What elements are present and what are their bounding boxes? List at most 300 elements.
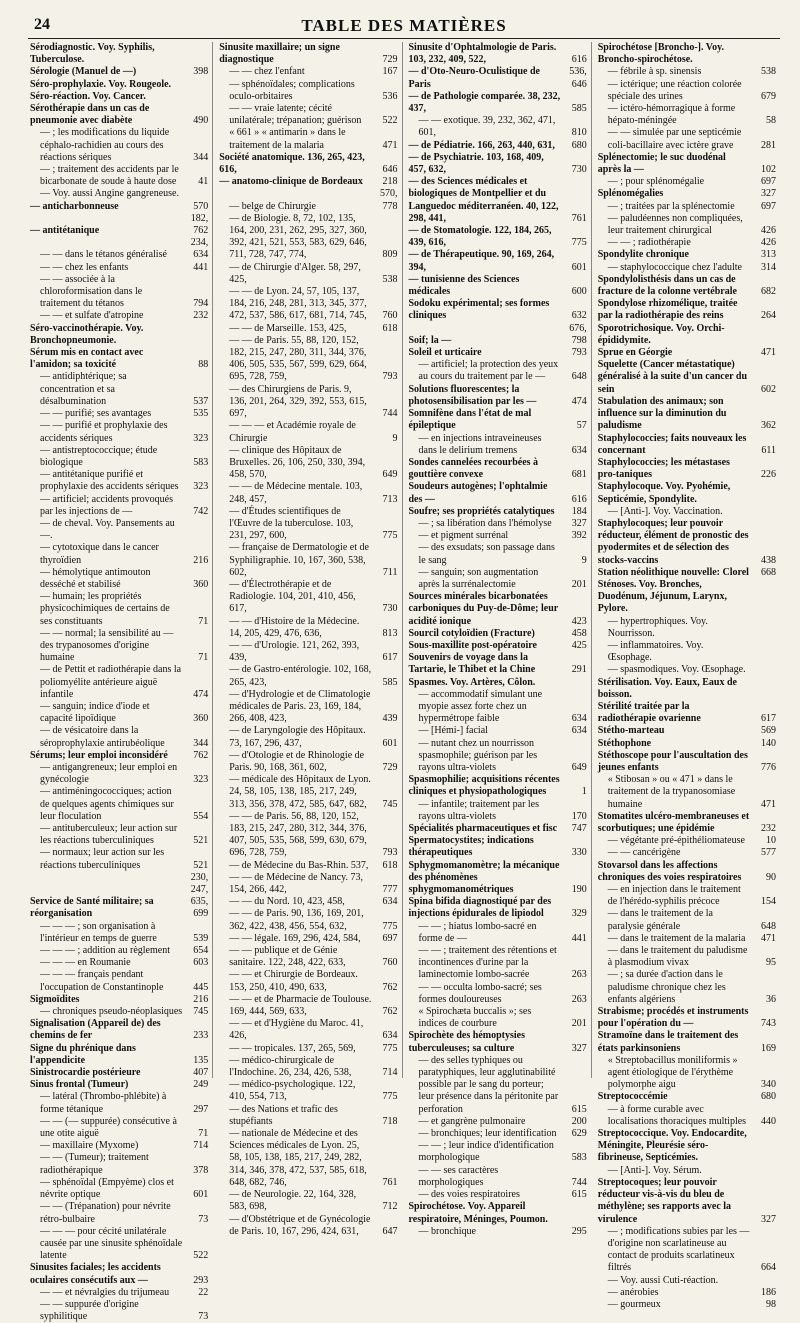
index-entry-term: — inflammatoires. Voy. Œsophage. bbox=[607, 639, 704, 664]
index-entry-pages: 776 bbox=[761, 761, 776, 773]
index-entry bbox=[598, 481, 776, 505]
index-entry-term: — ; traitement des accidents par le bicarbonate de soude à haute dose bbox=[40, 164, 179, 188]
index-entry-pages: 471 bbox=[382, 139, 398, 151]
index-entry bbox=[409, 298, 587, 322]
index-entry bbox=[30, 823, 208, 847]
index-entry-pages: 616 bbox=[571, 54, 587, 66]
index-entry-pages: 330 bbox=[571, 847, 587, 859]
index-entry-pages: 554 bbox=[193, 810, 209, 822]
index-entry-pages: 681 bbox=[571, 469, 587, 481]
index-entry bbox=[598, 1275, 776, 1287]
index-entry bbox=[219, 262, 397, 286]
index-entry-pages: 745 bbox=[193, 1006, 209, 1018]
index-entry-term: — de Biologie. 8, 72, 102, 135, 164, 200, 231, 262, 295, 327, 360, 392, 421, 521, 553, 583, 629, 646, 711, 728, 747, 774, bbox=[229, 212, 367, 261]
index-entry-term: — d'Électrothérapie et de Radiologie. 104, 201, 410, 456, 617, bbox=[229, 578, 356, 615]
index-entry bbox=[30, 310, 208, 322]
index-entry-term: Sporotrichosique. Voy. Orchi-épididymite. bbox=[597, 322, 725, 346]
index-entry bbox=[409, 1030, 587, 1054]
index-entry-term: Spermatocystites; indications thérapeutiques bbox=[408, 835, 534, 859]
index-entry-pages: 570 bbox=[193, 200, 209, 212]
index-entry-pages: 344 bbox=[193, 737, 209, 749]
index-entry-term: — de Pathologie comparée. 38, 232, 437, bbox=[408, 90, 561, 115]
index-entry-pages: 718 bbox=[382, 1115, 398, 1127]
index-entry-term: Stérilité traitée par la radiothérapie ovarienne bbox=[597, 700, 701, 725]
index-entry bbox=[30, 786, 208, 823]
index-entry-pages: 425 bbox=[571, 639, 587, 651]
index-entry-term: — — — ; son organisation à l'intérieur en temps de guerre bbox=[40, 920, 157, 944]
index-entry bbox=[598, 213, 776, 237]
index-entry-term: — antitétanique purifié et prophylaxie des accidents sériques bbox=[40, 469, 179, 493]
index-entry bbox=[409, 1116, 587, 1128]
index-entry-pages: 392 bbox=[571, 530, 587, 542]
index-entry-pages: 793 bbox=[382, 371, 398, 383]
index-entry-term: — des voies respiratoires bbox=[418, 1189, 520, 1201]
index-entry-pages: 611 bbox=[761, 444, 776, 456]
index-entry-pages: 649 bbox=[382, 469, 398, 481]
index-entry bbox=[409, 1055, 587, 1116]
index-entry bbox=[219, 1128, 397, 1189]
index-entry-pages: 327 bbox=[571, 517, 587, 529]
index-entry-pages: 538 bbox=[382, 273, 398, 285]
index-entry bbox=[409, 530, 587, 542]
index-entry-pages: 730 bbox=[382, 603, 398, 615]
index-entry-pages: 793 bbox=[382, 847, 398, 859]
index-entry-pages: 539 bbox=[193, 932, 209, 944]
index-entry-pages: 471 bbox=[761, 347, 776, 359]
index-entry-term: — de Pettit et radiothérapie dans la poliomyélite antérieure aiguë infantile bbox=[40, 664, 182, 700]
index-entry-term: — spasmodiques. Voy. Œsophage. bbox=[607, 664, 746, 676]
index-entry-pages: 600 bbox=[571, 286, 587, 298]
index-entry-pages: 441 bbox=[193, 261, 209, 273]
index-entry-term: — de Gastro-entérologie. 102, 168, 265, 423, bbox=[229, 664, 372, 688]
index-entry-term: — — occulta lombo-sacré; ses formes douloureuses bbox=[418, 981, 542, 1005]
index-entry-term: — Voy. aussi Cuti-réaction. bbox=[607, 1274, 719, 1286]
index-entry-term: Spondylose rhizomélique, traitée par la radiothérapie des reins bbox=[597, 298, 738, 322]
index-entry bbox=[219, 1018, 397, 1042]
index-entry-term: — bronchique bbox=[418, 1225, 476, 1237]
index-entry bbox=[409, 689, 587, 726]
index-entry bbox=[219, 176, 397, 188]
index-entry-pages: 438 bbox=[761, 554, 776, 566]
index-entry-term: Sérum mis en contact avec l'amidon; sa toxicité bbox=[30, 347, 144, 371]
index-entry bbox=[598, 249, 776, 261]
index-entry-pages: 170 bbox=[571, 810, 587, 822]
index-entry bbox=[30, 323, 208, 347]
index-entry bbox=[409, 823, 587, 835]
index-entry bbox=[30, 872, 208, 921]
index-entry-term: — normaux; leur action sur les réactions tuberculiniques bbox=[40, 847, 165, 871]
index-entry bbox=[409, 518, 587, 530]
index-entry bbox=[409, 1201, 587, 1225]
index-entry-pages: 775 bbox=[382, 1091, 398, 1103]
index-entry bbox=[598, 323, 776, 347]
index-entry-term: — de Neurologie. 22, 164, 328, 583, 698, bbox=[229, 1189, 357, 1213]
index-entry-pages: 41 bbox=[198, 176, 209, 188]
index-entry-term: Séro-prophylaxie. Voy. Rougeole. bbox=[30, 78, 172, 90]
index-entry-term: — en injection dans le traitement de l'hérédo-syphilis précoce bbox=[607, 884, 741, 908]
index-entry-pages: 9 bbox=[392, 432, 398, 444]
index-entry-pages: 135 bbox=[193, 1054, 209, 1066]
index-entry bbox=[219, 1055, 397, 1079]
index-entry bbox=[219, 664, 397, 688]
index-entry-pages: 777 bbox=[382, 884, 398, 896]
index-entry bbox=[219, 616, 397, 640]
index-entry-term: — — et névralgies du trijumeau bbox=[40, 1286, 170, 1298]
index-entry bbox=[598, 1226, 776, 1275]
index-entry bbox=[409, 457, 587, 481]
index-entry bbox=[409, 176, 587, 225]
index-entry-pages: 201 bbox=[571, 578, 587, 590]
index-entry-term: Stéthophone bbox=[597, 737, 652, 749]
index-entry-pages: 680 bbox=[761, 1091, 776, 1103]
index-entry-term: — — (— suppurée) consécutive à une otite aiguë bbox=[40, 1115, 177, 1140]
index-entry-term: — d'Otologie et de Rhinologie de Paris. 90, 168, 361, 602, bbox=[229, 749, 365, 773]
index-entry-pages: 697 bbox=[761, 200, 776, 212]
index-entry-term: — — associée à la chloroformisation dans le traitement du tétanos bbox=[40, 273, 143, 310]
index-entry bbox=[219, 579, 397, 616]
index-entry-term: Sodoku expérimental; ses formes cliniques bbox=[408, 298, 550, 322]
index-entry-pages: 744 bbox=[571, 1176, 587, 1188]
index-entry-term: Séro-réaction. Voy. Cancer. bbox=[30, 90, 146, 102]
index-entry-pages: 216 bbox=[193, 554, 209, 566]
index-entry-term: — maxillaire (Myxome) bbox=[40, 1140, 139, 1152]
index-entry bbox=[30, 274, 208, 311]
index-entry-term: Staphylococcies; faits nouveaux les concernant bbox=[597, 432, 747, 456]
index-entry bbox=[30, 1067, 208, 1079]
index-entry-pages: 603 bbox=[193, 957, 209, 969]
index-entry-term: — — et de Pharmacie de Toulouse. 169, 444, 569, 633, bbox=[229, 993, 372, 1018]
index-entry-term: Sinusite d'Ophtalmologie de Paris. 103, 232, 409, 522, bbox=[408, 42, 557, 66]
index-entry-term: — à forme curable avec localisations thoraciques multiples bbox=[607, 1103, 747, 1127]
index-entry-term: Strabisme; procédés et instruments pour l'opération du — bbox=[597, 1006, 749, 1030]
index-entry bbox=[219, 384, 397, 421]
index-entry bbox=[598, 274, 776, 298]
index-entry-pages: 618 bbox=[382, 859, 398, 871]
index-entry bbox=[409, 725, 587, 737]
index-entry bbox=[30, 1226, 208, 1263]
index-entry-term: Streptococcique. Voy. Endocardite, Méningite, Pleurésie séro-fibrineuse, Septicémies. bbox=[597, 1128, 747, 1164]
index-entry-term: — cytotoxique dans le cancer thyroïdien bbox=[40, 542, 159, 566]
index-entry-term: — infantile; traitement par les rayons ultra-violets bbox=[418, 798, 540, 822]
index-entry bbox=[219, 969, 397, 993]
index-entry-pages: 729 bbox=[382, 54, 398, 66]
index-entry-term: — dans le traitement de la paralysie générale bbox=[607, 908, 713, 932]
index-entry-term: Staphylococcies; les métastases pro-taniques bbox=[597, 456, 730, 481]
index-entry-term: Soudeurs autogènes; l'ophtalmie des — bbox=[408, 481, 548, 505]
index-entry-pages: 323 bbox=[193, 432, 209, 444]
index-entry bbox=[409, 738, 587, 775]
index-entry-term: « Streptobacillus moniliformis » agent étiologique de l'érythème polymorphe aigu bbox=[607, 1054, 738, 1091]
index-entry bbox=[30, 188, 208, 200]
index-entry-term: — antitétanique bbox=[30, 225, 100, 237]
index-entry bbox=[598, 201, 776, 213]
index-entry-term: — — — et Académie royale de Chirurgie bbox=[229, 420, 356, 444]
index-entry-pages: 679 bbox=[761, 90, 776, 102]
index-entry-pages: 10 bbox=[766, 835, 776, 847]
index-entry-term: — — d'Urologie. 121, 262, 393, 439, bbox=[229, 639, 360, 664]
index-entry-pages: 293 bbox=[193, 1274, 209, 1286]
index-entry bbox=[598, 506, 776, 518]
index-entry-term: — gourmeux bbox=[607, 1298, 661, 1310]
index-entry-pages: 314 bbox=[761, 261, 776, 273]
index-entry-pages: 329 bbox=[571, 908, 587, 920]
index-entry-pages: 744 bbox=[382, 408, 398, 420]
index-entry-term: — fébrile à sp. sinensis bbox=[607, 66, 702, 78]
index-entry-pages: 632 bbox=[571, 310, 587, 322]
index-entry-term: — des Nations et trafic des stupéfiants bbox=[229, 1103, 338, 1127]
index-entry-pages: 615 bbox=[571, 1103, 587, 1115]
index-entry-term: — artificiel; la protection des yeux au cours du traitement par le — bbox=[418, 359, 559, 383]
index-entry-pages: 747 bbox=[571, 823, 587, 834]
index-entry-pages: 742 bbox=[193, 505, 209, 517]
index-entry bbox=[30, 725, 208, 749]
index-entry bbox=[409, 982, 587, 1006]
index-entry-pages: 585 bbox=[382, 676, 398, 688]
index-entry-term: « Spirochæta buccalis »; ses indices de courbure bbox=[418, 1006, 532, 1030]
index-entry bbox=[219, 103, 397, 127]
index-entry-term: — nationale de Médecine et des Sciences médicales de Lyon. 25, 58, 105, 138, 185, 217, 249, 282, 314, 346, 378, 472, 537, 585, 618, 648, 682, 746, bbox=[229, 1128, 367, 1188]
index-entry bbox=[598, 701, 776, 725]
index-entry-term: Spirochétose [Broncho-]. Voy. Broncho-spirochétose. bbox=[597, 42, 725, 66]
index-entry bbox=[30, 1079, 208, 1091]
index-entry-pages: 601 bbox=[382, 737, 398, 749]
index-entry bbox=[409, 1165, 587, 1189]
index-entry-term: — médico-chirurgicale de l'Indochine. 26, 234, 426, 538, bbox=[229, 1054, 352, 1079]
index-entry bbox=[219, 640, 397, 664]
index-entry-term: — anatomo-clinique de Bordeaux bbox=[219, 176, 363, 188]
index-entry-pages: 711 bbox=[382, 566, 398, 578]
index-entry-pages: 474 bbox=[571, 395, 587, 407]
index-entry-pages: 232 bbox=[193, 310, 209, 322]
index-entry bbox=[30, 518, 208, 542]
index-entry-term: — d'Obstétrique et de Gynécologie de Paris. 10, 167, 296, 424, 631, bbox=[229, 1213, 371, 1237]
index-entry-pages: 664 bbox=[761, 1262, 776, 1274]
index-entry-term: — médico-psychologique. 122, 410, 554, 713, bbox=[229, 1079, 356, 1103]
index-entry-pages: 323 bbox=[193, 774, 209, 786]
index-entry-pages: 249 bbox=[193, 1079, 209, 1091]
index-entry-pages: 521 bbox=[193, 835, 209, 847]
index-entry bbox=[598, 396, 776, 433]
index-entry-pages: 71 bbox=[198, 1128, 209, 1140]
index-entry-term: — de Chirurgie d'Alger. 58, 297, 425, bbox=[229, 261, 361, 285]
index-entry-term: Soufre; ses propriétés catalytiques bbox=[408, 505, 555, 517]
index-entry bbox=[30, 213, 208, 237]
index-entry-term: — — du Nord. 10, 423, 458, bbox=[229, 896, 345, 908]
index-entry bbox=[598, 176, 776, 188]
index-entry-term: Stovarsol dans les affections chroniques des voies respiratoires bbox=[597, 859, 742, 883]
index-entry bbox=[219, 323, 397, 335]
index-entry bbox=[598, 677, 776, 701]
index-entry-pages: 490 bbox=[193, 115, 209, 127]
index-entry bbox=[30, 66, 208, 78]
index-column-2 bbox=[219, 42, 402, 1237]
index-entry-term: Sondes cannelées recourbées à gouttière convexe bbox=[408, 456, 539, 481]
index-entry-term: — — d'Histoire de la Médecine. 14, 205, 429, 476, 636, bbox=[229, 615, 360, 639]
index-entry bbox=[30, 445, 208, 469]
index-entry-term: — — de Lyon. 24, 57, 105, 137, 184, 216, 248, 281, 313, 345, 377, 472, 537, 586, 617, 681, 714, 745, bbox=[229, 286, 367, 322]
index-entry bbox=[598, 1030, 776, 1054]
index-entry bbox=[219, 152, 397, 176]
index-entry-term: — — — français pendant l'occupation de Constantinople bbox=[40, 969, 164, 993]
index-entry bbox=[598, 347, 776, 359]
index-entry bbox=[30, 1152, 208, 1176]
index-entry-pages: 760 bbox=[382, 310, 398, 322]
index-entry-term: — d'Oto-Neuro-Oculistique de Paris bbox=[408, 66, 540, 90]
index-entry-term: Station néolithique nouvelle: Clorel bbox=[597, 566, 749, 578]
index-entry-pages: 602 bbox=[761, 383, 776, 395]
index-entry bbox=[30, 701, 208, 725]
index-entry-pages: 648 bbox=[761, 920, 776, 932]
index-entry-term: — des Sciences médicales et biologiques de Montpellier et du Languedoc méditerranéen. 40, 122, 298, 441, bbox=[408, 176, 559, 224]
index-entry-term: Somnifène dans l'état de mal épileptique bbox=[408, 408, 532, 432]
index-entry bbox=[598, 847, 776, 859]
index-entry bbox=[30, 969, 208, 993]
index-entry-pages: 761 bbox=[571, 212, 587, 224]
index-entry bbox=[219, 506, 397, 543]
index-entry-term: — — (Tumeur); traitement radiothérapique bbox=[40, 1152, 149, 1176]
index-entry-term: — — simulée par une septicémie coli-bacillaire avec ictère grave bbox=[607, 127, 742, 151]
index-entry-pages: 618 bbox=[382, 322, 398, 334]
index-entry-term: Sphygmomanomètre; la mécanique des phénomènes sphygmomanométriques bbox=[408, 859, 560, 896]
index-column-1 bbox=[30, 42, 213, 1323]
index-entry bbox=[30, 1262, 208, 1286]
index-entry-term: Séro-vaccinothérapie. Voy. Bronchopneumonie. bbox=[30, 322, 144, 346]
index-entry bbox=[409, 799, 587, 823]
index-entry-pages: 327 bbox=[571, 1042, 587, 1054]
index-entry bbox=[219, 908, 397, 932]
index-entry-pages: 360 bbox=[193, 578, 209, 590]
index-entry-pages: 629 bbox=[571, 1128, 587, 1140]
index-entry-term: Spécialités pharmaceutiques et fisc bbox=[408, 823, 558, 834]
index-entry-pages: 680 bbox=[571, 139, 587, 151]
index-entry-pages: 616 bbox=[571, 493, 587, 505]
index-entry bbox=[409, 506, 587, 518]
index-entry-pages: 471 bbox=[761, 932, 776, 944]
index-entry bbox=[598, 811, 776, 835]
index-entry-pages: 535 bbox=[193, 408, 209, 420]
index-entry-term: — d'Hydrologie et de Climatologie médicales de Paris. 23, 169, 184, 266, 408, 423, bbox=[229, 688, 371, 725]
index-entry-term: — de Psychiatrie. 103, 168, 409, 457, 632, bbox=[408, 151, 544, 176]
index-entry-pages: 200 bbox=[571, 1115, 587, 1127]
index-columns bbox=[30, 42, 780, 1323]
index-entry-term: — — et Chirurgie de Bordeaux. 153, 250, 410, 490, 633, bbox=[229, 969, 358, 993]
index-entry-term: — ; sa libération dans l'hémolyse bbox=[418, 517, 552, 529]
index-entry bbox=[219, 896, 397, 908]
index-entry bbox=[409, 774, 587, 798]
index-entry bbox=[409, 652, 587, 676]
index-entry bbox=[30, 164, 208, 188]
index-entry-pages: 583 bbox=[571, 1152, 587, 1164]
index-entry-term: — chroniques pseudo-néoplasiques bbox=[40, 1006, 183, 1018]
index-entry bbox=[598, 1177, 776, 1226]
index-entry-pages: 423 bbox=[571, 615, 587, 627]
index-entry-term: — — — ; addition au règlement bbox=[40, 945, 170, 957]
index-entry-pages: 22 bbox=[198, 1286, 209, 1298]
index-entry-term: Soleil et urticaire bbox=[408, 347, 482, 359]
index-entry-term: Spondylolisthésis dans un cas de fracture de la colonne vertébrale bbox=[597, 273, 737, 298]
index-entry-pages: 775 bbox=[382, 920, 398, 932]
index-entry-pages: 537 bbox=[193, 395, 209, 407]
index-entry-pages: 184 bbox=[571, 505, 587, 517]
index-entry-term: Spirochète des hémoptysies tuberculeuses; sa culture bbox=[408, 1030, 525, 1054]
index-entry bbox=[409, 860, 587, 897]
index-entry-term: — tunisienne des Sciences médicales bbox=[408, 273, 520, 298]
index-entry bbox=[598, 1104, 776, 1128]
index-entry bbox=[30, 750, 208, 762]
index-entry-term: — — purifié; ses avantages bbox=[40, 408, 152, 420]
index-entry-term: — — de Paris. 56, 88, 120, 152, 183, 215, 247, 280, 312, 344, 376, 407, 505, 535, 568, 599, 630, 679, 696, 728, 759, bbox=[229, 810, 367, 859]
index-entry-term: — antidiphtérique; sa concentration et sa désalbumination bbox=[40, 371, 127, 407]
index-entry-pages: 295 bbox=[571, 1225, 587, 1237]
index-entry-pages: 426 bbox=[761, 225, 776, 237]
index-entry bbox=[30, 542, 208, 566]
index-entry-term: — ; les modifications du liquide céphalo-rachidien au cours des réactions sériques bbox=[40, 127, 170, 163]
index-entry-term: — — chez l'enfant bbox=[229, 66, 305, 78]
index-entry-pages: 218 bbox=[382, 176, 398, 188]
index-entry-term: Spirochétose. Voy. Appareil respiratoire, Méninges, Poumon. bbox=[408, 1201, 548, 1225]
index-entry-pages: 585 bbox=[571, 103, 587, 115]
index-entry-term: — de vésicatoire dans la séroprophylaxie antirubéolique bbox=[40, 725, 165, 749]
index-entry-term: — — ; leur indice d'identification morphologique bbox=[418, 1140, 554, 1164]
index-entry-pages: 634 bbox=[571, 444, 587, 456]
index-entry-pages: 794 bbox=[193, 298, 209, 310]
index-entry-pages: 729 bbox=[382, 761, 398, 773]
index-entry bbox=[409, 249, 587, 273]
index-entry-term: — nutant chez un nourrisson spasmophile; guérison par les rayons ultra-violets bbox=[418, 737, 538, 773]
index-entry-pages: 762 bbox=[382, 1006, 398, 1018]
index-entry-pages: 570, 778 bbox=[380, 188, 398, 212]
index-entry bbox=[219, 188, 397, 212]
index-entry-pages: 201 bbox=[571, 1018, 587, 1030]
page-number: 24 bbox=[34, 16, 50, 33]
index-entry-term: — de Pédiatrie. 166, 263, 440, 631, bbox=[408, 139, 555, 151]
index-entry-term: — — légale. 169, 296, 424, 584, bbox=[229, 932, 361, 944]
index-entry bbox=[30, 1177, 208, 1201]
index-entry-pages: 634 bbox=[571, 713, 587, 725]
index-entry-pages: 440 bbox=[761, 1115, 776, 1127]
index-entry-pages: 90 bbox=[766, 871, 776, 883]
index-entry-pages: 762 bbox=[193, 749, 209, 761]
index-entry-pages: 88 bbox=[198, 359, 209, 371]
index-entry-term: Splénectomie; le suc duodénal après la — bbox=[597, 151, 726, 176]
index-entry-pages: 264 bbox=[761, 310, 776, 322]
index-entry-pages: 323 bbox=[193, 481, 209, 493]
index-entry-term: — ; pour splénomégalie bbox=[607, 176, 705, 188]
index-entry bbox=[598, 1091, 776, 1103]
index-entry bbox=[30, 664, 208, 701]
index-entry bbox=[219, 420, 397, 444]
index-entry-pages: 810 bbox=[571, 127, 587, 139]
index-entry-pages: 649 bbox=[571, 761, 587, 773]
index-entry-pages: 263 bbox=[571, 969, 587, 981]
index-entry-pages: 73 bbox=[198, 1311, 209, 1323]
index-entry-pages: 648 bbox=[571, 371, 587, 383]
index-entry bbox=[409, 1006, 587, 1030]
index-entry-pages: 522 bbox=[382, 115, 398, 127]
index-entry-pages: 714 bbox=[193, 1140, 209, 1152]
index-entry bbox=[30, 847, 208, 871]
index-entry-term: — et gangrène pulmonaire bbox=[418, 1115, 526, 1127]
index-entry-term: — humain; les propriétés physicochimiques de certains de ses constituants bbox=[40, 591, 170, 627]
index-entry bbox=[30, 237, 208, 261]
index-entry-pages: 521 bbox=[193, 859, 209, 871]
index-entry bbox=[409, 66, 587, 90]
index-entry-pages: 102 bbox=[761, 164, 776, 176]
index-entry-term: Stomatites ulcéro-membraneuses et scorbutiques; une épidémie bbox=[597, 810, 750, 834]
index-entry bbox=[219, 860, 397, 872]
index-entry bbox=[598, 1287, 776, 1299]
index-entry bbox=[30, 1299, 208, 1323]
